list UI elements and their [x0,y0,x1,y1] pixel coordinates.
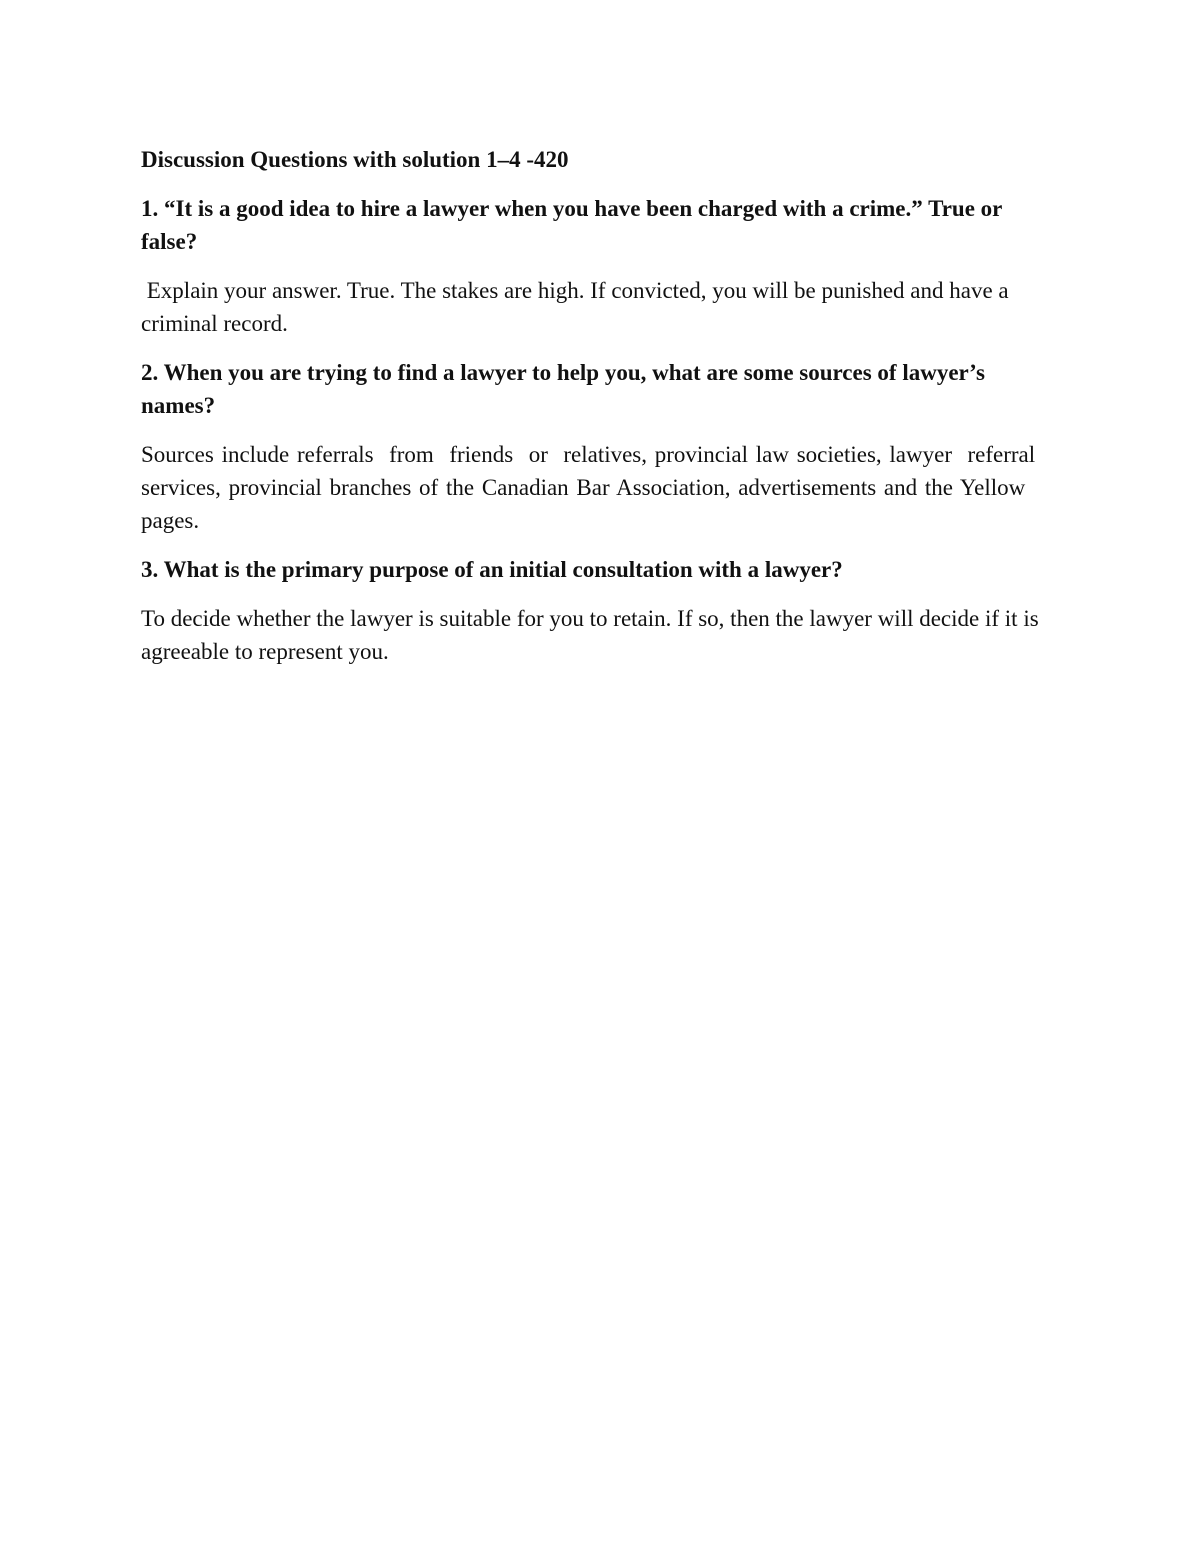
document-title: Discussion Questions with solution 1–4 -420 [141,147,569,172]
question-3: 3. What is the primary purpose of an initial consultation with a lawyer? [141,557,843,582]
answer-2: Sources include referrals from friends or relatives, provincial law societies, lawyer referral services, provincial branches of the Canadian Bar Association, advertisements and the Yellow pages. [141,442,1043,533]
question-1: 1. “It is a good idea to hire a lawyer when you have been charged with a crime.” True or false? [141,196,1002,254]
document-body [141,143,1061,684]
question-2: 2. When you are trying to find a lawyer to help you, what are some sources of lawyer’s names? [141,360,985,418]
answer-3: To decide whether the lawyer is suitable for you to retain. If so, then the lawyer will decide if it is agreeable to represent you. [141,606,1039,664]
answer-1: Explain your answer. True. The stakes are high. If convicted, you will be punished and have a criminal record. [141,278,1015,336]
